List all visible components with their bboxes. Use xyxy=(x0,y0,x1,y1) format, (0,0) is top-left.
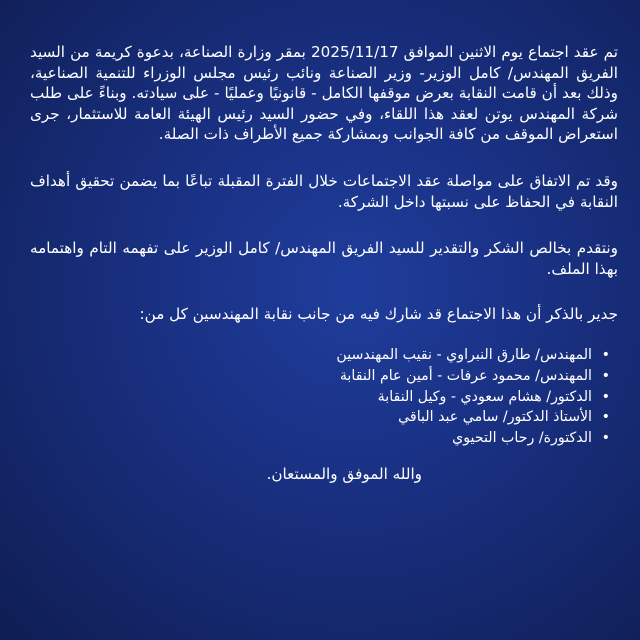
list-item xyxy=(30,366,610,387)
participants-list xyxy=(30,345,618,449)
participant-name: المهندس/ محمود عرفات - أمين عام النقابة xyxy=(339,367,592,384)
bullet-icon: • xyxy=(601,409,610,426)
list-item xyxy=(30,407,610,428)
list-item xyxy=(30,428,610,449)
list-item xyxy=(30,387,610,408)
participant-name: الأستاذ الدكتور/ سامي عبد الباقي xyxy=(398,409,592,426)
intro-paragraph: تم عقد اجتماع يوم الاثنين الموافق 2025/11/17 بمقر وزارة الصناعة، بدعوة كريمة من السيد الفريق المهندس/ كامل الوزير- وزير الصناعة ونائب رئيس مجلس الوزراء للتنمية الصناعية، وذلك بعد أن قامت النقابة بعرض موقفها الكامل - قانونيًا وعمليًا - على سيادته. وبناءً على طلب شركة المهندس يوتن لعقد هذا اللقاء، وفي حضور السيد رئيس الهيئة العامة للاستثمار، جرى استعراض الموقف من كافة الجوانب وبمشاركة جميع الأطراف ذات الصلة. xyxy=(30,43,618,144)
participant-name: الدكتور/ هشام سعودي - وكيل النقابة xyxy=(377,388,592,405)
agreement-paragraph: وقد تم الاتفاق على مواصلة عقد الاجتماعات خلال الفترة المقبلة تباعًا بما يضمن تحقيق أهداف النقابة في الحفاظ على نسبتها داخل الشركة. xyxy=(30,171,618,211)
bullet-icon: • xyxy=(601,388,610,405)
participant-name: الدكتورة/ رحاب التحيوي xyxy=(452,430,592,447)
participants-intro-paragraph: جدير بالذكر أن هذا الاجتماع قد شارك فيه من جانب نقابة المهندسين كل من: xyxy=(139,305,618,324)
bullet-icon: • xyxy=(601,367,610,384)
list-item xyxy=(30,345,610,366)
closing-line: والله الموفق والمستعان. xyxy=(266,464,422,483)
thanks-paragraph: ونتقدم بخالص الشكر والتقدير للسيد الفريق المهندس/ كامل الوزير على تفهمه التام واهتمامه بهذا الملف. xyxy=(30,239,618,278)
bullet-icon: • xyxy=(601,346,610,363)
bullet-icon: • xyxy=(601,430,610,447)
participant-name: المهندس/ طارق النبراوي - نقيب المهندسين xyxy=(336,346,592,363)
